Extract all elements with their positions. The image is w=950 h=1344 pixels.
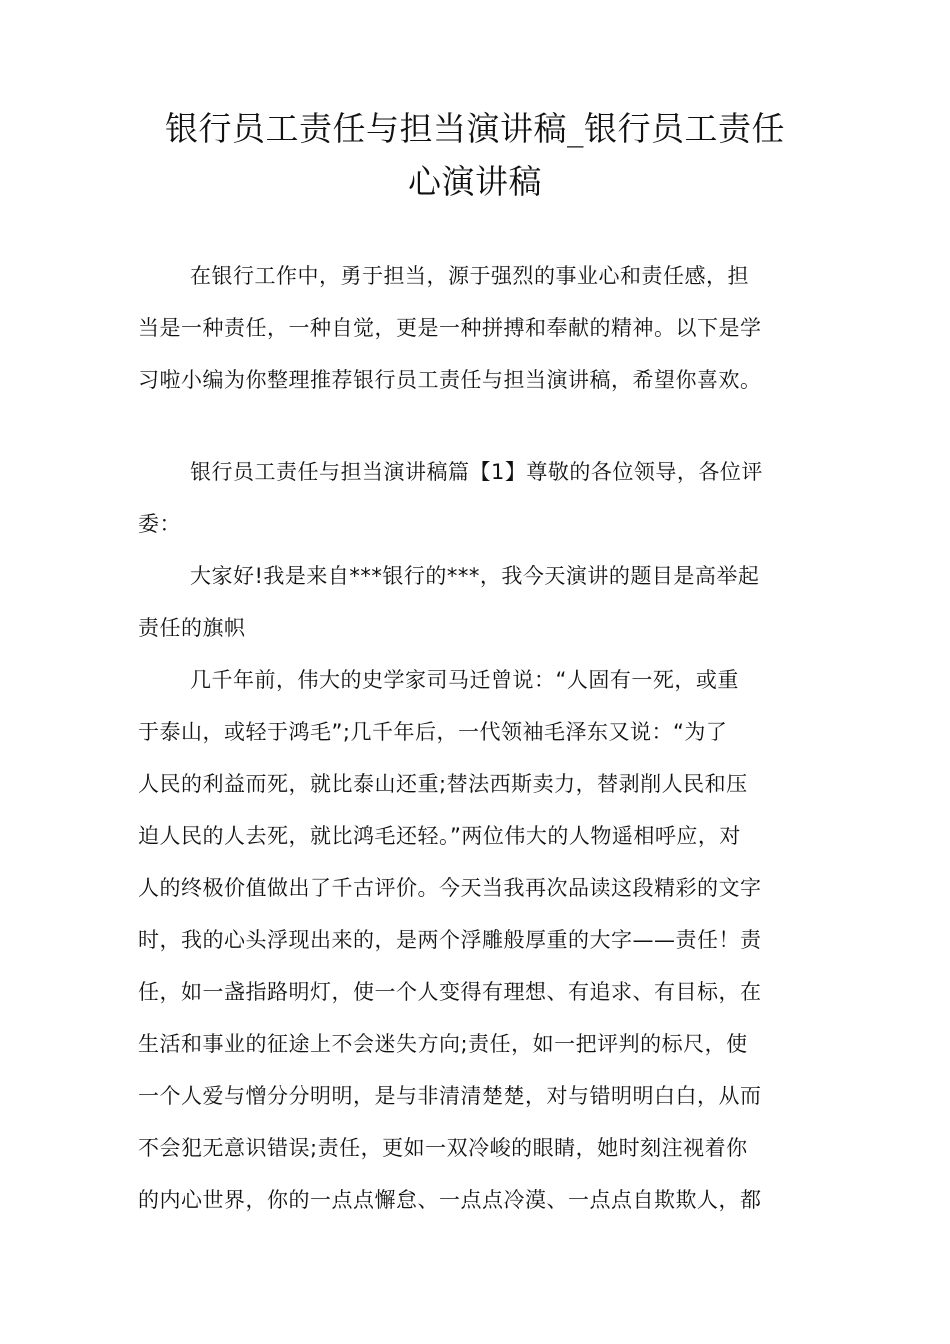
paragraph-body: [138, 654, 828, 1226]
text-line: 委：: [138, 512, 181, 536]
text-line: 当是一种责任，一种自觉，更是一种拼搏和奉献的精神。以下是学: [138, 316, 762, 340]
text-line: 不会犯无意识错误;责任，更如一双冷峻的眼睛，她时刻注视着你: [138, 1136, 748, 1160]
document-title: [110, 102, 840, 208]
title-line-1: 银行员工责任与担当演讲稿_银行员工责任: [165, 109, 785, 148]
paragraph-intro: [138, 250, 828, 406]
text-line: 于泰山，或轻于鸿毛”;几千年后，一代领袖毛泽东又说：“为了: [138, 720, 728, 744]
text-line: 在银行工作中，勇于担当，源于强烈的事业心和责任感，担: [190, 264, 749, 288]
text-line: 人民的利益而死，就比泰山还重;替法西斯卖力，替剥削人民和压: [138, 772, 748, 796]
text-line: 几千年前，伟大的史学家司马迁曾说：“人固有一死，或重: [190, 668, 739, 692]
document-body: [138, 250, 828, 1226]
text-line: 的内心世界，你的一点点懈怠、一点点冷漠、一点点自欺欺人，都: [138, 1188, 762, 1212]
text-line: 一个人爱与憎分分明明，是与非清清楚楚，对与错明明白白，从而: [138, 1084, 762, 1108]
text-line: 银行员工责任与担当演讲稿篇【1】尊敬的各位领导，各位评: [190, 460, 763, 484]
text-line: 大家好!我是来自***银行的***，我今天演讲的题目是高举起: [190, 564, 760, 588]
paragraph-greeting: [138, 550, 828, 654]
text-line: 习啦小编为你整理推荐银行员工责任与担当演讲稿，希望你喜欢。: [138, 368, 762, 392]
text-line: 责任的旗帜: [138, 616, 246, 640]
title-line-2: 心演讲稿: [408, 162, 542, 201]
text-line: 任，如一盏指路明灯，使一个人变得有理想、有追求、有目标，在: [138, 980, 762, 1004]
text-line: 人的终极价值做出了千古评价。今天当我再次品读这段精彩的文字: [138, 876, 762, 900]
paragraph-speech-heading: [138, 446, 828, 550]
text-line: 时，我的心头浮现出来的，是两个浮雕般厚重的大字——责任！责: [138, 928, 762, 952]
text-line: 生活和事业的征途上不会迷失方向;责任，如一把评判的标尺，使: [138, 1032, 748, 1056]
text-line: 迫人民的人去死，就比鸿毛还轻。”两位伟大的人物遥相呼应，对: [138, 824, 741, 848]
